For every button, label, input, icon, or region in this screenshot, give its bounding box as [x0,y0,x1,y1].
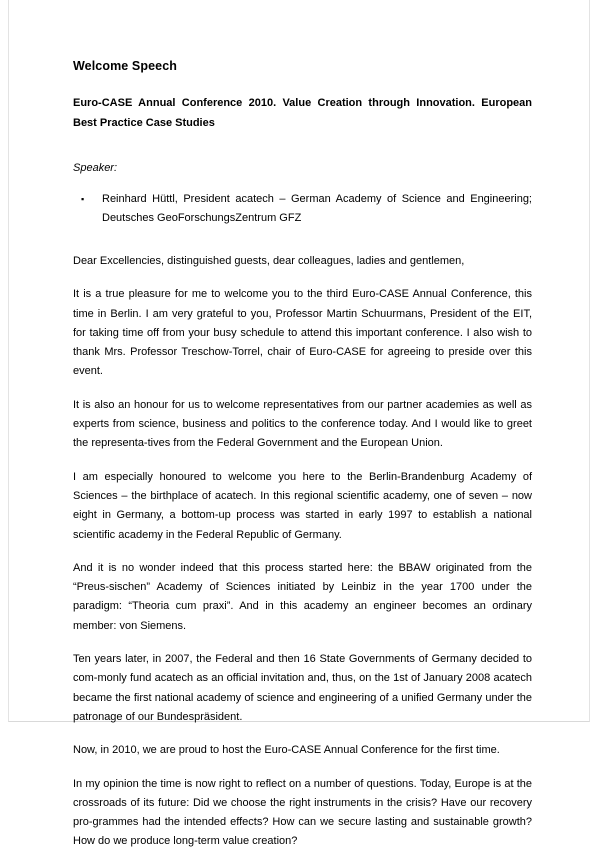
paragraph-hosting-2010: Now, in 2010, we are proud to host the Euro-CASE Annual Conference for the first time. [73,744,500,757]
speaker-list [73,190,532,228]
document-body [73,58,532,852]
paragraph-bbaw-history: And it is no wonder indeed that this process started here: the BBAW originated from the “Preus-sischen” Academy of Sciences initiated by Leinbiz in the year 1700 under the paradigm: “Theoria cum praxi”. And in this academy an engineer becomes an ordinary member: von Siemens. [73,561,532,632]
paragraph-academy-birthplace: I am especially honoured to welcome you here to the Berlin-Brandenburg Academy of Sciences – the birthplace of acatech. In this regional scientific academy, one of seven – now eight in Germany, a bottom-up process was started in early 1997 to establish a national scientific academy in the Federal Republic of Germany. [73,470,532,541]
paragraph-salutation: Dear Excellencies, distinguished guests, dear colleagues, ladies and gentlemen, [73,255,465,267]
paragraph-acatech-funding: Ten years later, in 2007, the Federal and then 16 State Governments of Germany decided to com-monly fund acatech as an official invitation and, thus, on the 1st of January 2008 acatech became the first national academy of science and engineering of a unified Germany under the patronage of our Bundespräsident. [73,653,532,723]
page-title: Welcome Speech [73,59,177,73]
list-item [73,190,532,228]
speaker-name: Reinhard Hüttl, President acatech – German Academy of Science and Engineering; Deutsches GeoForschungsZentrum GFZ [102,193,532,224]
paragraph-welcome: It is a true pleasure for me to welcome you to the third Euro-CASE Annual Conference, this time in Berlin. I am very grateful to you, Professor Martin Schuurmans, President of the EIT, for taking time off from your busy schedule to attend this important conference. I also wish to thank Mrs. Professor Treschow-Torrel, chair of Euro-CASE for agreeing to preside over this event. [73,288,532,378]
speaker-section-label: Speaker: [73,162,118,174]
square-bullet-icon: ▪ [81,194,85,204]
paragraph-questions: In my opinion the time is now right to reflect on a number of questions. Today, Europe is at the crossroads of its future: Did we choose the right instruments in the crisis? Have our recovery pro-grammes had the intended effects? How can we secure lasting and sustainable growth? How do we produce long-term value creation? [73,777,532,848]
document-subtitle: Euro-CASE Annual Conference 2010. Value Creation through Innovation. European Best Practice Case Studies [73,97,532,129]
document-page [8,0,590,848]
paragraph-representatives: It is also an honour for us to welcome representatives from our partner academies as well as experts from science, business and politics to the conference today. And I would like to greet the representa-tives from the Federal Government and the European Union. [73,398,532,450]
